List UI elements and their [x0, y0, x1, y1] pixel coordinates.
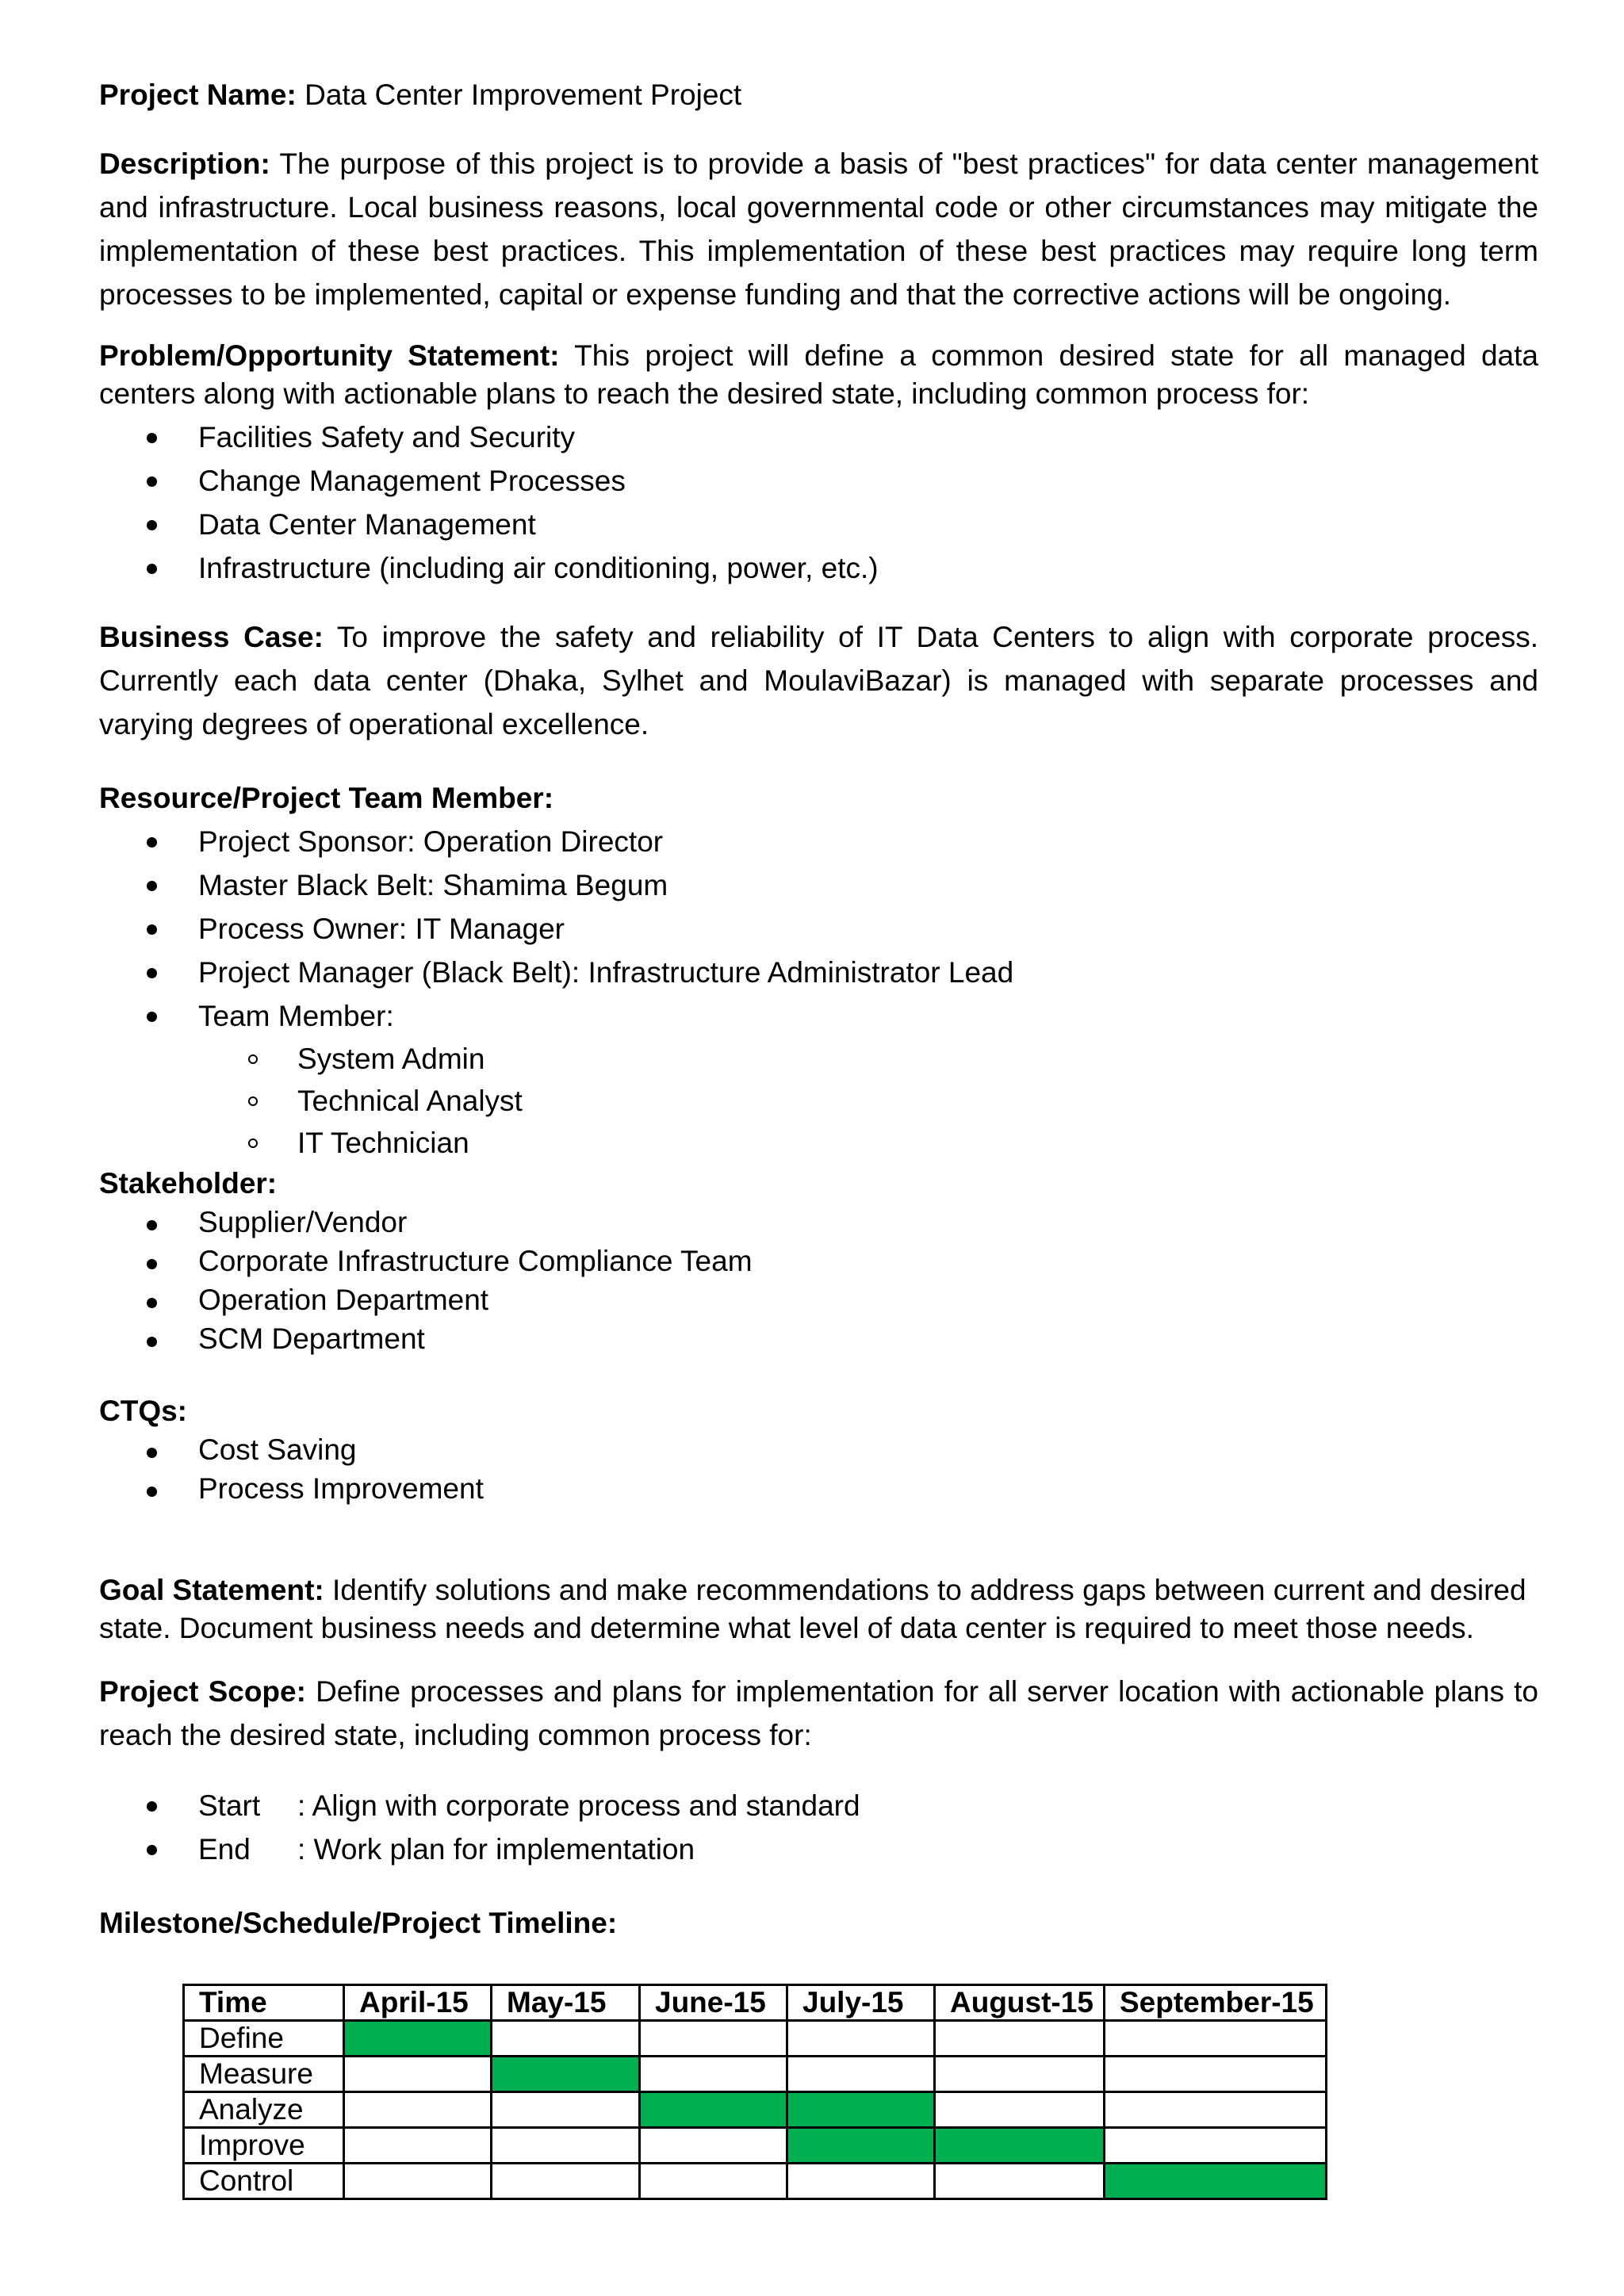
- timeline-table: [182, 1984, 1327, 2200]
- month-cell: [640, 2164, 787, 2199]
- month-cell: [935, 2164, 1105, 2199]
- description-paragraph: Description: The purpose of this project is to provide a basis of "best practices" for data center management and infrastructure. Local business reasons, local governmental code or other circumstances may mitigate the implementation of these best practices. This implementation of these best practices may require long term processes to be implemented, capital or expense funding and that the corrective actions will be ongoing.: [99, 147, 1538, 311]
- scope-list: [99, 1784, 1538, 1871]
- header-cell: July-15: [787, 1985, 935, 2021]
- month-cell: [640, 2021, 787, 2057]
- phase-cell: Improve: [184, 2128, 344, 2164]
- timeline-row: [184, 2092, 1327, 2128]
- month-cell: [492, 2092, 640, 2128]
- active-month-cell: [1105, 2164, 1327, 2199]
- month-cell: [935, 2021, 1105, 2057]
- list-item: Process Improvement: [99, 1469, 1538, 1508]
- stakeholder-list: [99, 1203, 1538, 1358]
- phase-cell: Control: [184, 2164, 344, 2199]
- team-heading: Resource/Project Team Member:: [99, 782, 554, 814]
- header-cell: June-15: [640, 1985, 787, 2021]
- sub-list-item: IT Technician: [99, 1122, 1538, 1164]
- timeline-row: [184, 2057, 1327, 2092]
- active-month-cell: [640, 2092, 787, 2128]
- month-cell: [935, 2092, 1105, 2128]
- header-cell: Time: [184, 1985, 344, 2021]
- problem-statement: Problem/Opportunity Statement: This project will define a common desired state for all managed data centers along with actionable plans to reach the desired state, including common process for:: [99, 339, 1538, 410]
- project-scope: Project Scope: Define processes and plans for implementation for all server location with actionable plans to reach the desired state, including common process for:: [99, 1675, 1538, 1751]
- list-item: Facilities Safety and Security: [99, 415, 1538, 459]
- month-cell: [344, 2128, 492, 2164]
- month-cell: [787, 2057, 935, 2092]
- timeline-row: [184, 2164, 1327, 2199]
- header-cell: August-15: [935, 1985, 1105, 2021]
- sub-list-item: Technical Analyst: [99, 1080, 1538, 1122]
- list-item: Project Manager (Black Belt): Infrastructure Administrator Lead: [99, 951, 1538, 994]
- scope-item-start: Start : Align with corporate process and standard: [99, 1784, 1538, 1827]
- goal-statement: Goal Statement: Identify solutions and make recommendations to address gaps between current and desired state. Document business needs and determine what level of data center is required to meet those needs.: [99, 1574, 1526, 1644]
- month-cell: [787, 2021, 935, 2057]
- list-item: Project Sponsor: Operation Director: [99, 820, 1538, 863]
- active-month-cell: [344, 2021, 492, 2057]
- ctqs-list: [99, 1430, 1538, 1508]
- list-item: Data Center Management: [99, 503, 1538, 546]
- list-item: SCM Department: [99, 1319, 1538, 1358]
- month-cell: [1105, 2128, 1327, 2164]
- list-item: Process Owner: IT Manager: [99, 907, 1538, 951]
- stakeholder-heading: Stakeholder:: [99, 1167, 278, 1200]
- active-month-cell: [787, 2092, 935, 2128]
- header-cell: May-15: [492, 1985, 640, 2021]
- document-page: [99, 73, 1538, 1945]
- timeline-row: [184, 2128, 1327, 2164]
- month-cell: [1105, 2092, 1327, 2128]
- month-cell: [640, 2057, 787, 2092]
- timeline-heading: Milestone/Schedule/Project Timeline:: [99, 1907, 618, 1939]
- timeline-row: [184, 2021, 1327, 2057]
- list-item: Infrastructure (including air conditioning, power, etc.): [99, 546, 1538, 590]
- project-name: Project Name: Data Center Improvement Project: [99, 78, 742, 111]
- sub-list-item: System Admin: [99, 1038, 1538, 1080]
- month-cell: [640, 2128, 787, 2164]
- month-cell: [492, 2021, 640, 2057]
- header-cell: April-15: [344, 1985, 492, 2021]
- list-item: Supplier/Vendor: [99, 1203, 1538, 1242]
- month-cell: [1105, 2057, 1327, 2092]
- list-item: Master Black Belt: Shamima Begum: [99, 863, 1538, 907]
- business-case: Business Case: To improve the safety and reliability of IT Data Centers to align with corporate process. Currently each data center (Dhaka, Sylhet and MoulaviBazar) is managed with separate processes and varying degrees of operational excellence.: [99, 621, 1538, 740]
- active-month-cell: [935, 2128, 1105, 2164]
- timeline-header-row: [184, 1985, 1327, 2021]
- month-cell: [492, 2164, 640, 2199]
- header-cell: September-15: [1105, 1985, 1327, 2021]
- list-item: Operation Department: [99, 1280, 1538, 1319]
- month-cell: [1105, 2021, 1327, 2057]
- ctqs-heading: CTQs:: [99, 1395, 187, 1427]
- list-item: Corporate Infrastructure Compliance Team: [99, 1242, 1538, 1280]
- scope-item-end: End : Work plan for implementation: [99, 1827, 1538, 1871]
- list-item: Team Member:: [99, 994, 1538, 1038]
- active-month-cell: [492, 2057, 640, 2092]
- month-cell: [344, 2164, 492, 2199]
- month-cell: [492, 2128, 640, 2164]
- phase-cell: Define: [184, 2021, 344, 2057]
- month-cell: [344, 2057, 492, 2092]
- list-item: Change Management Processes: [99, 459, 1538, 503]
- list-item: Cost Saving: [99, 1430, 1538, 1469]
- team-list: [99, 820, 1538, 1164]
- problem-list: [99, 415, 1538, 590]
- month-cell: [935, 2057, 1105, 2092]
- month-cell: [787, 2164, 935, 2199]
- month-cell: [344, 2092, 492, 2128]
- phase-cell: Measure: [184, 2057, 344, 2092]
- phase-cell: Analyze: [184, 2092, 344, 2128]
- active-month-cell: [787, 2128, 935, 2164]
